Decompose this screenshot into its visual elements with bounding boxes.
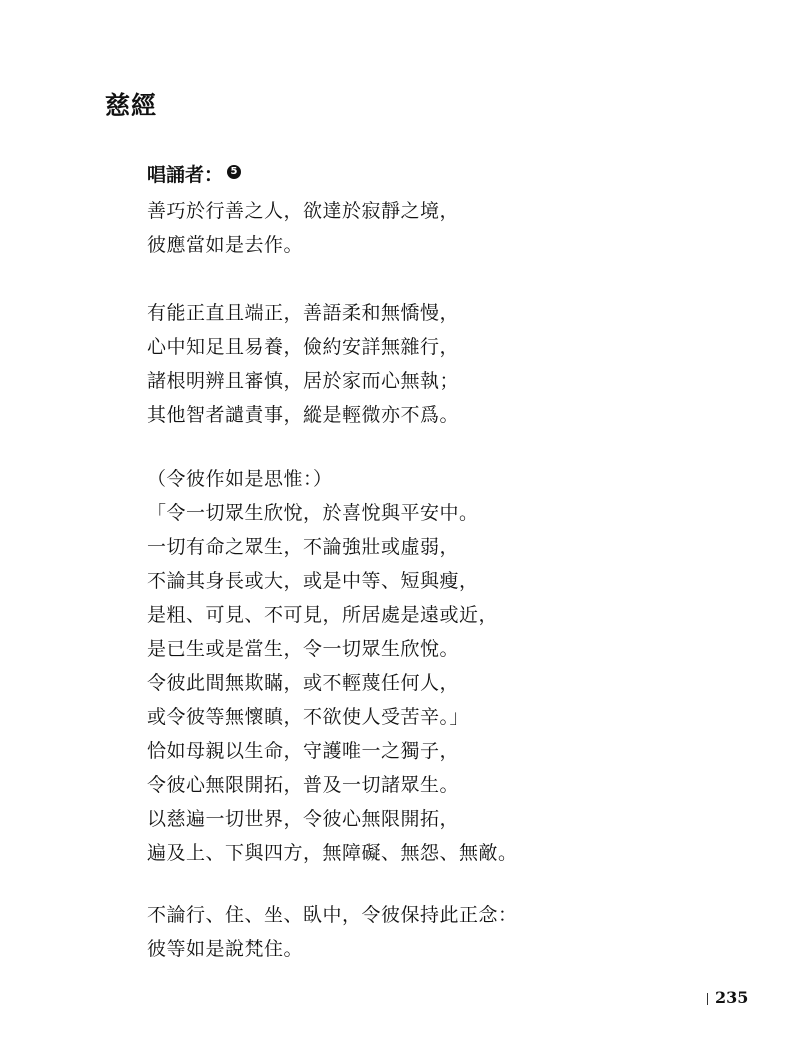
verse-line: 令彼心無限開拓，普及一切諸眾生。: [147, 774, 460, 796]
footnote-marker: 5: [227, 165, 241, 179]
verse-line: 以慈遍一切世界，令彼心無限開拓，: [147, 808, 460, 830]
verse-line: 「令一切眾生欣悅，於喜悅與平安中。: [147, 502, 479, 524]
page-number-divider: [707, 993, 708, 1005]
verse-line: 是粗、可見、不可見，所居處是遠或近，: [147, 604, 499, 626]
verse-line: （令彼作如是思惟：）: [147, 468, 333, 490]
verse-line: 一切有命之眾生，不論強壯或虛弱，: [147, 536, 460, 558]
verse-line: 彼等如是說梵住。: [147, 938, 304, 960]
verse-line: 遍及上、下與四方，無障礙、無怨、無敵。: [147, 842, 518, 864]
page-number-text: 235: [715, 988, 749, 1007]
verse-line: 心中知足且易養，儉約安詳無雜行，: [147, 336, 460, 358]
verse-line: 恰如母親以生命，守護唯一之獨子，: [147, 740, 460, 762]
verse-line: 是已生或是當生，令一切眾生欣悅。: [147, 638, 460, 660]
verse-line: 不論其身長或大，或是中等、短與瘦，: [147, 570, 479, 592]
chanter-label: 唱誦者：: [147, 164, 224, 186]
verse-line: 有能正直且端正，善語柔和無憍慢，: [147, 302, 460, 324]
verse-line: 或令彼等無懷瞋，不欲使人受苦辛。」: [147, 706, 470, 728]
verse-line: 諸根明辨且審慎，居於家而心無執；: [147, 370, 460, 392]
verse-line: 不論行、住、坐、臥中，令彼保持此正念：: [147, 904, 518, 926]
page-title: 慈經: [105, 91, 158, 120]
verse-line: 令彼此間無欺瞞，或不輕蔑任何人，: [147, 672, 460, 694]
verse-line: 其他智者譴責事，縱是輕微亦不爲。: [147, 404, 460, 426]
verse-line: 善巧於行善之人，欲達於寂靜之境，: [147, 200, 460, 222]
page-number: [707, 985, 748, 1011]
verse-line: 彼應當如是去作。: [147, 234, 304, 256]
chanter-heading: [147, 158, 241, 192]
